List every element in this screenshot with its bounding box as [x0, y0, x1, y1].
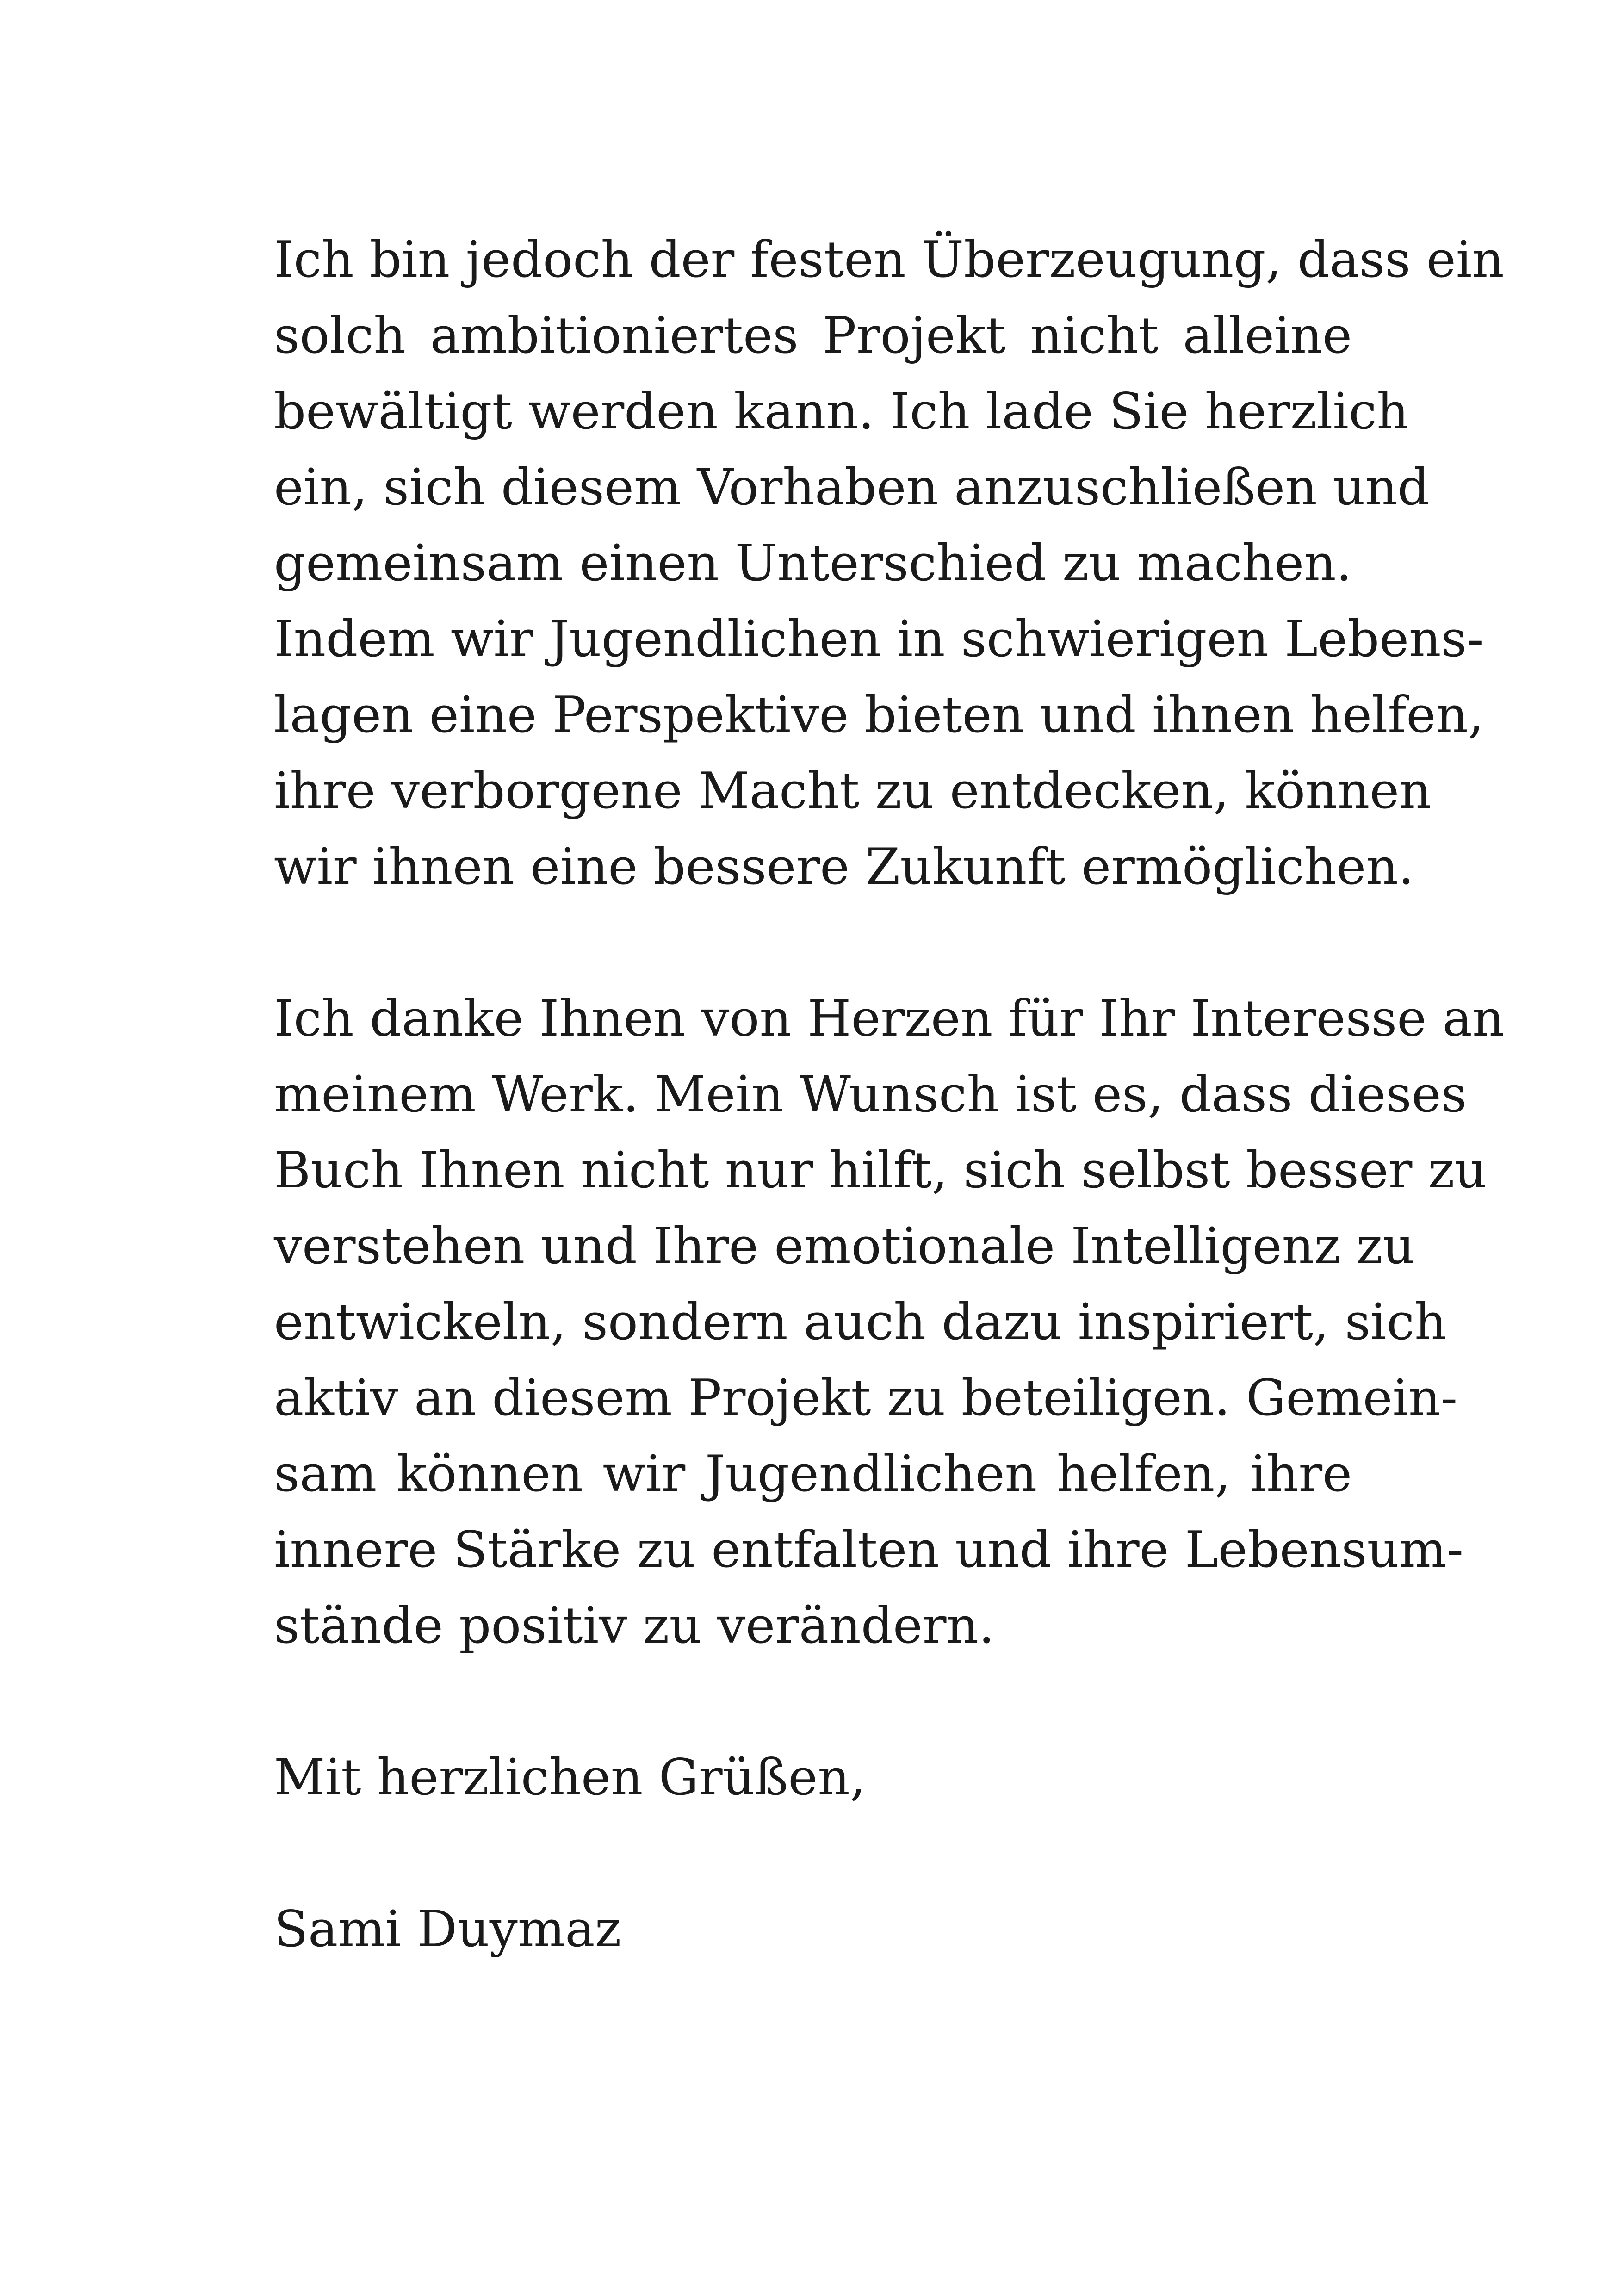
text-line: stände positiv zu verändern.	[274, 1597, 995, 1655]
text-line: Ich danke Ihnen von Herzen für Ihr Interesse an	[274, 990, 1505, 1048]
text-line: verstehen und Ihre emotionale Intelligenz zu	[274, 1217, 1415, 1275]
text-line: wir ihnen eine bessere Zukunft ermöglichen.	[274, 838, 1414, 896]
text-line: Indem wir Jugendlichen in schwierigen Lebens-	[274, 610, 1484, 668]
signature: Sami Duymaz	[274, 1900, 621, 1958]
text-line: bewältigt werden kann. Ich lade Sie herzlich	[274, 383, 1409, 441]
text-line: entwickeln, sondern auch dazu inspiriert, sich	[274, 1293, 1447, 1351]
text-line: solch ambitioniertes Projekt nicht alleine	[274, 307, 1352, 365]
paragraph-gap	[274, 905, 1352, 981]
closing-line: Mit herzlichen Grüßen,	[274, 1749, 866, 1806]
paragraph-gap	[274, 1816, 1352, 1892]
text-line: lagen eine Perspektive bieten und ihnen helfen,	[274, 686, 1484, 744]
text-line: ein, sich diesem Vorhaben anzuschließen und	[274, 459, 1430, 516]
paragraph-1	[274, 222, 1504, 905]
text-line: gemeinsam einen Unterschied zu machen.	[274, 534, 1352, 592]
text-line: innere Stärke zu entfalten und ihre Lebensum-	[274, 1521, 1463, 1579]
text-line: Ich bin jedoch der festen Überzeugung, dass ein	[274, 231, 1504, 289]
text-line: ihre verborgene Macht zu entdecken, können	[274, 762, 1432, 820]
text-line: aktiv an diesem Projekt zu beteiligen. Gemein-	[274, 1369, 1458, 1427]
text-line: meinem Werk. Mein Wunsch ist es, dass dieses	[274, 1066, 1467, 1123]
letter-body	[274, 222, 1505, 1967]
text-line: Buch Ihnen nicht nur hilft, sich selbst besser zu	[274, 1142, 1487, 1199]
paragraph-2	[274, 981, 1505, 1664]
text-line: sam können wir Jugendlichen helfen, ihre	[274, 1445, 1352, 1503]
paragraph-gap	[274, 1664, 1352, 1740]
